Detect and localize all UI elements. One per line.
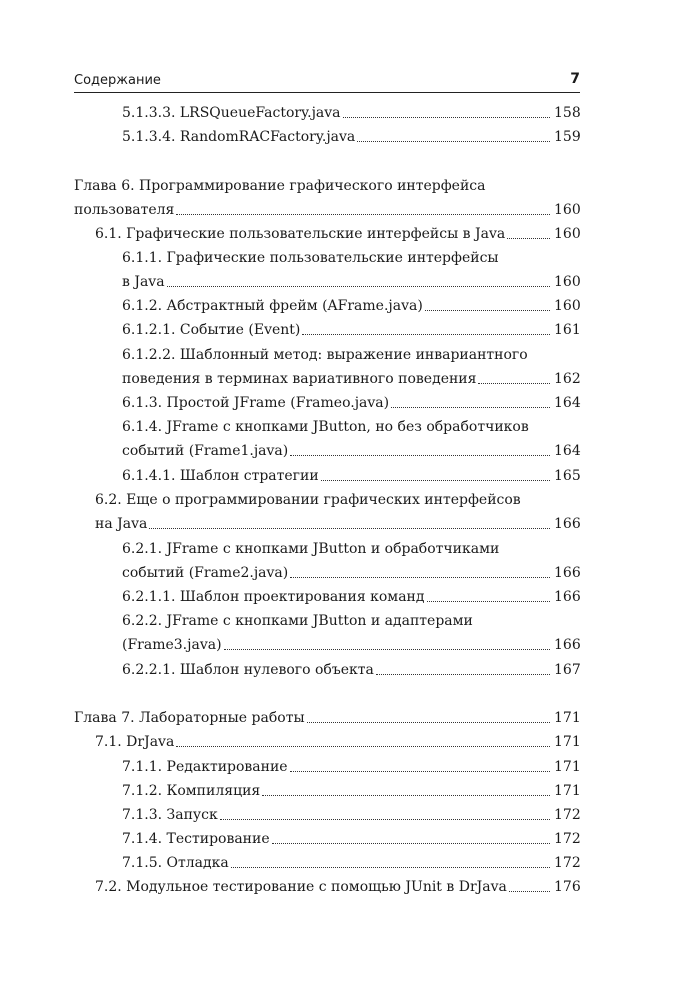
toc-entry-title: 6.1.1. Графические пользовательские интерфейсы [122, 250, 499, 266]
toc-leader-dots [224, 649, 550, 650]
toc-entry-title: на Java [95, 516, 148, 532]
toc-entry [95, 224, 580, 244]
toc-entry-title: Глава 6. Программирование графического интерфейса [74, 178, 486, 194]
toc-entry-page: 166 [554, 516, 581, 532]
toc-entry-first-line [122, 611, 580, 631]
toc-entry [122, 272, 580, 292]
toc-entry-page: 159 [554, 129, 581, 145]
toc-entry-title: 7.1.1. Редактирование [122, 759, 288, 775]
toc-entry [122, 466, 580, 486]
toc-leader-dots [391, 407, 550, 408]
toc-entry-first-line [74, 176, 580, 196]
toc-entry-page: 162 [554, 371, 581, 387]
toc-leader-dots [343, 117, 550, 118]
toc-entry [122, 587, 580, 607]
toc-entry-first-line [95, 490, 580, 510]
toc-entry-page: 171 [554, 783, 581, 799]
toc-entry [122, 369, 580, 389]
toc-entry [122, 660, 580, 680]
toc-leader-dots [321, 480, 550, 481]
toc-leader-dots [357, 141, 550, 142]
toc-entry-title: в Java [122, 274, 165, 290]
toc-entry-page: 166 [554, 637, 581, 653]
toc-entry-page: 172 [554, 807, 581, 823]
toc-entry-page: 164 [554, 443, 581, 459]
toc-leader-dots [290, 455, 550, 456]
toc-entry-title: 6.1.2.1. Событие (Event) [122, 322, 301, 338]
toc-entry-title: Глава 7. Лабораторные работы [74, 710, 305, 726]
toc-leader-dots [376, 674, 550, 675]
toc-entry-title: 5.1.3.4. RandomRACFactory.java [122, 129, 356, 145]
toc-entry-first-line [122, 345, 580, 365]
toc-entry-page: 176 [554, 879, 581, 895]
toc-entry-page: 167 [554, 662, 581, 678]
toc-leader-dots [478, 383, 550, 384]
toc-leader-dots [509, 891, 550, 892]
toc-entry [95, 514, 580, 534]
toc-entry [122, 320, 580, 340]
toc-entry-title: 6.1.2. Абстрактный фрейм (AFrame.java) [122, 298, 423, 314]
toc-entry [122, 853, 580, 873]
toc-entry [122, 127, 580, 147]
toc-entry [122, 563, 580, 583]
toc-entry-page: 160 [554, 298, 581, 314]
toc-entry-title: поведения в терминах вариативного поведения [122, 371, 477, 387]
toc-leader-dots [176, 214, 550, 215]
toc-entry [74, 200, 580, 220]
toc-entry-page: 166 [554, 589, 581, 605]
toc-entry-title: 6.1. Графические пользовательские интерфейсы в Java [95, 226, 506, 242]
toc-entry-title: 6.1.2.2. Шаблонный метод: выражение инвариантного [122, 347, 528, 363]
toc-entry [95, 732, 580, 752]
toc-entry [122, 757, 580, 777]
toc-entry-page: 171 [554, 710, 581, 726]
toc-leader-dots [427, 601, 551, 602]
toc-entry [122, 296, 580, 316]
toc-entry-title: 7.2. Модульное тестирование с помощью JUnit в DrJava [95, 879, 507, 895]
toc-entry-title: 6.2. Еще о программировании графических интерфейсов [95, 492, 521, 508]
toc-entry-title: событий (Frame2.java) [122, 565, 289, 581]
toc-leader-dots [425, 310, 550, 311]
toc-entry-first-line [122, 417, 580, 437]
toc-leader-dots [507, 238, 550, 239]
running-header [74, 68, 580, 93]
toc-entry-page: 160 [554, 274, 581, 290]
toc-entry-title: 6.2.2.1. Шаблон нулевого объекта [122, 662, 374, 678]
toc-entry [122, 805, 580, 825]
toc-entry-title: 7.1.2. Компиляция [122, 783, 261, 799]
toc-entry-page: 161 [554, 322, 581, 338]
toc-leader-dots [167, 286, 550, 287]
running-header-title: Содержание [74, 73, 161, 88]
toc-entry-page: 166 [554, 565, 581, 581]
toc-entry-page: 160 [554, 226, 581, 242]
toc-entry-title: 6.2.2. JFrame с кнопками JButton и адаптерами [122, 613, 473, 629]
toc-entry-page: 171 [554, 759, 581, 775]
toc-entry-title: 7.1. DrJava [95, 734, 175, 750]
toc-leader-dots [149, 528, 550, 529]
toc-entry-title: 6.1.4.1. Шаблон стратегии [122, 468, 319, 484]
toc-entry-page: 158 [554, 105, 581, 121]
toc-entry-first-line [122, 539, 580, 559]
toc-entry [122, 781, 580, 801]
toc-entry-page: 165 [554, 468, 581, 484]
toc-entry-page: 172 [554, 855, 581, 871]
toc-entry-page: 164 [554, 395, 581, 411]
toc-entry [95, 877, 580, 897]
toc-entry [122, 829, 580, 849]
toc-entry-title: 6.2.1.1. Шаблон проектирования команд [122, 589, 425, 605]
toc-leader-dots [290, 577, 550, 578]
toc-leader-dots [220, 819, 550, 820]
toc-leader-dots [176, 746, 550, 747]
toc-entry-first-line [122, 248, 580, 268]
toc-entry-title: (Frame3.java) [122, 637, 222, 653]
toc-entry [122, 635, 580, 655]
toc-entry-page: 160 [554, 202, 581, 218]
page-number: 7 [570, 71, 580, 87]
toc-entry-title: событий (Frame1.java) [122, 443, 289, 459]
toc-leader-dots [262, 795, 550, 796]
toc-entry-title: 6.1.3. Простой JFrame (Frameo.java) [122, 395, 390, 411]
toc-entry [74, 708, 580, 728]
toc-entry-page: 172 [554, 831, 581, 847]
toc-entry-title: 7.1.3. Запуск [122, 807, 218, 823]
toc-entry-title: пользователя [74, 202, 175, 218]
toc-leader-dots [307, 722, 550, 723]
toc-leader-dots [231, 867, 550, 868]
toc-leader-dots [302, 334, 550, 335]
toc-entry-page: 171 [554, 734, 581, 750]
toc-entry-title: 7.1.5. Отладка [122, 855, 229, 871]
toc-entry [122, 393, 580, 413]
toc-entry-title: 7.1.4. Тестирование [122, 831, 270, 847]
toc-entry-title: 6.2.1. JFrame с кнопками JButton и обработчиками [122, 541, 500, 557]
toc-entry [122, 441, 580, 461]
toc-entry [122, 103, 580, 123]
toc-entry-title: 6.1.4. JFrame с кнопками JButton, но без обработчиков [122, 419, 529, 435]
toc-entry-title: 5.1.3.3. LRSQueueFactory.java [122, 105, 341, 121]
toc-leader-dots [290, 771, 550, 772]
toc-leader-dots [272, 843, 550, 844]
